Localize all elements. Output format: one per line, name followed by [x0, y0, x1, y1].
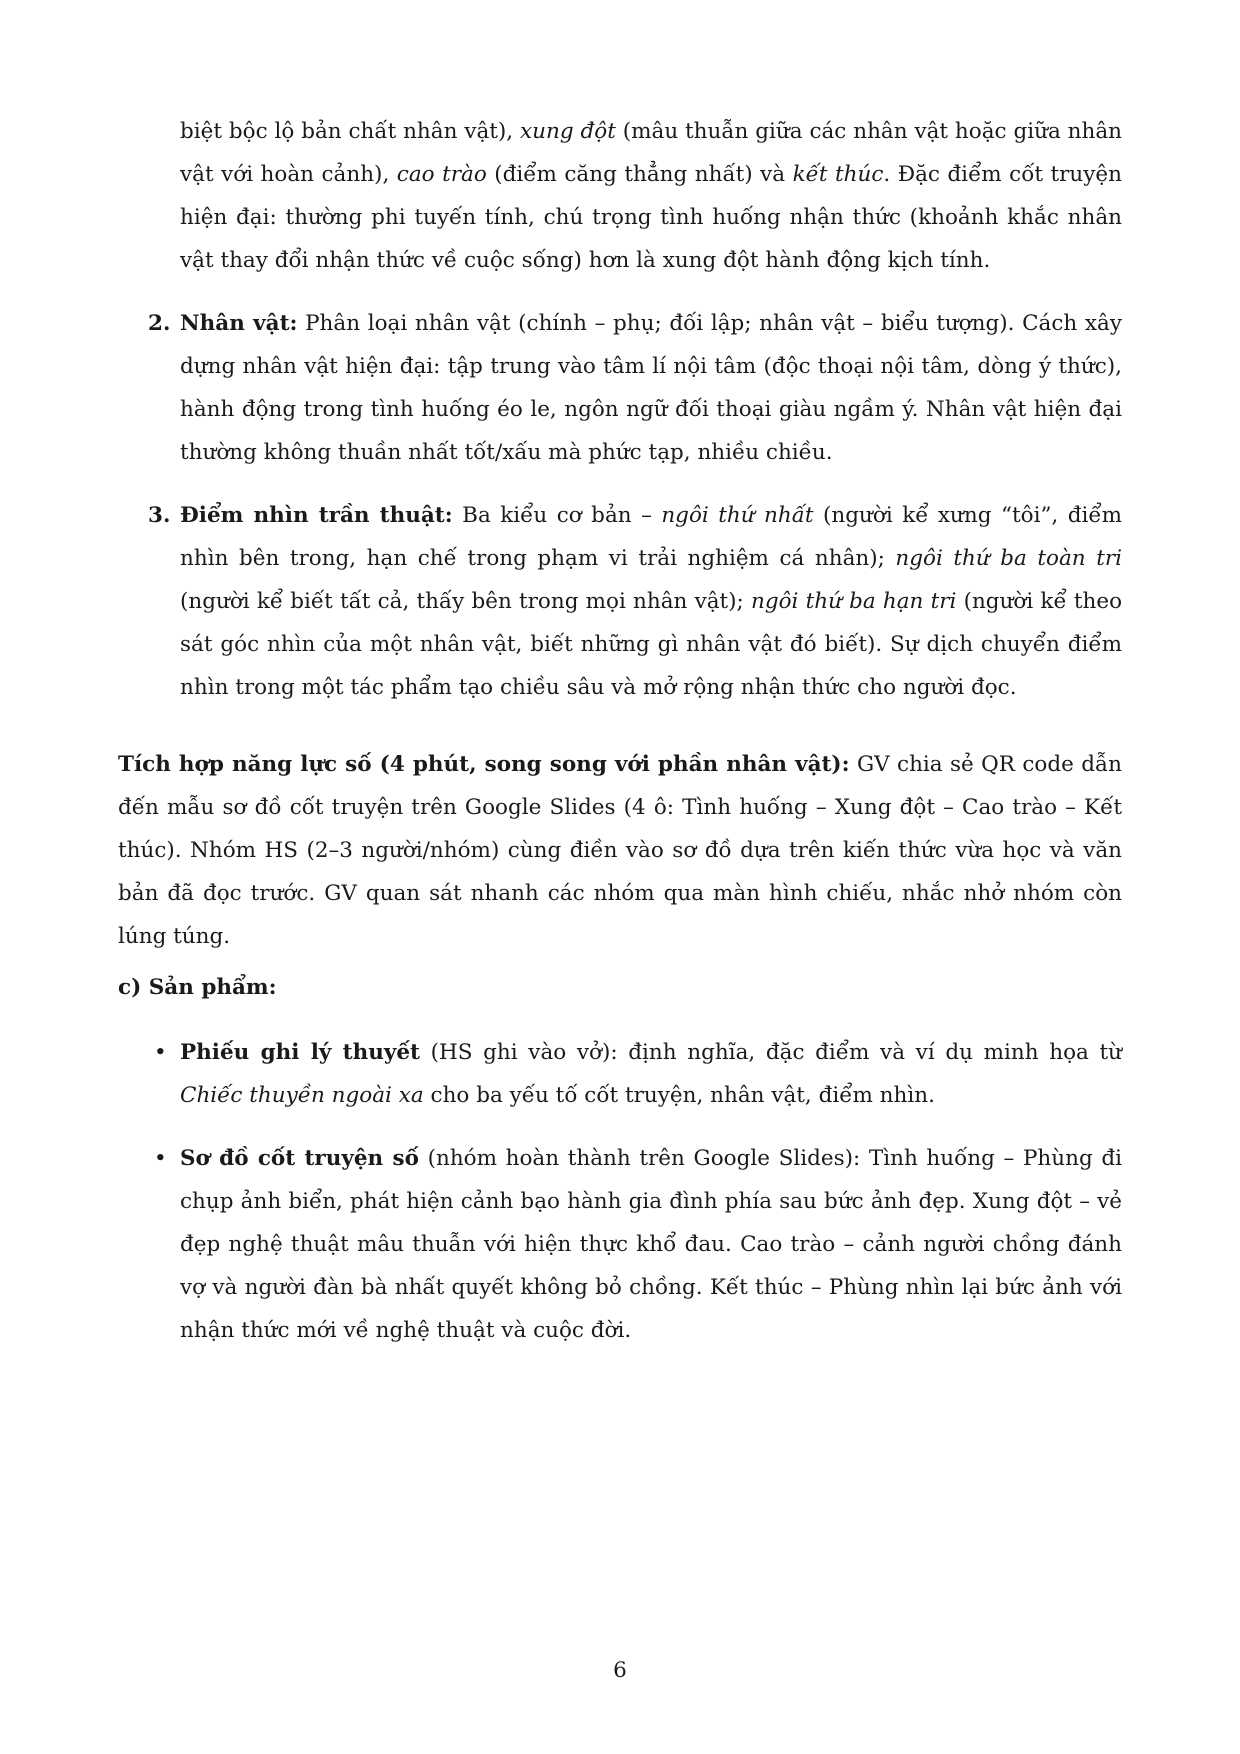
text-run: (HS ghi vào vở): định nghĩa, đặc điểm và ví dụ minh họa từ: [419, 1040, 1122, 1065]
list-marker: 3.: [148, 503, 171, 528]
document-page: [118, 110, 1122, 1352]
text-run: (điểm căng thẳng nhất) và: [486, 162, 793, 187]
paragraph-digital-integration: [118, 743, 1122, 958]
item-label: Sơ đồ cốt truyện số: [180, 1146, 419, 1171]
bullet-icon: •: [154, 1146, 167, 1171]
text-run: Ba kiểu cơ bản –: [452, 503, 662, 528]
page-number: 6: [613, 1658, 627, 1683]
item-label: Nhân vật:: [180, 311, 298, 336]
italic-term: xung đột: [520, 119, 616, 144]
list-item-point-of-view: [118, 494, 1122, 709]
italic-term: ngôi thứ ba hạn tri: [751, 589, 957, 614]
item-label: Phiếu ghi lý thuyết: [180, 1040, 420, 1065]
text-run: (nhóm hoàn thành trên Google Slides): Tình huống – Phùng đi chụp ảnh biển, phát hiện cảnh bạo hành gia đình phía sau bức ảnh đẹp. Xung đột – vẻ đẹp nghệ thuật mâu thuẫn với hiện thực khổ đau. Cao trào – cảnh người chồng đánh vợ và người đàn bà nhất quyết không bỏ chồng. Kết thúc – Phùng nhìn lại bức ảnh với nhận thức mới về nghệ thuật và cuộc đời.: [180, 1146, 1122, 1343]
text-run: . Đặc điểm cốt truyện hiện đại: thường phi tuyến tính, chú trọng tình huống nhận thức (khoảnh khắc nhân vật thay đổi nhận thức về cuộc sống) hơn là xung đột hành động kịch tính.: [180, 162, 1122, 273]
italic-title: Chiếc thuyền ngoài xa: [180, 1083, 424, 1108]
bullet-icon: •: [154, 1040, 167, 1065]
text-run: Phân loại nhân vật (chính – phụ; đối lập; nhân vật – biểu tượng). Cách xây dựng nhân vật hiện đại: tập trung vào tâm lí nội tâm (độc thoại nội tâm, dòng ý thức), hành động trong tình huống éo le, ngôn ngữ đối thoại giàu ngầm ý. Nhân vật hiện đại thường không thuần nhất tốt/xấu mà phức tạp, nhiều chiều.: [180, 311, 1122, 465]
italic-term: kết thúc: [792, 162, 884, 187]
paragraph-character: [180, 302, 1122, 474]
text-run: GV chia sẻ QR code dẫn đến mẫu sơ đồ cốt truyện trên Google Slides (4 ô: Tình huống – Xung đột – Cao trào – Kết thúc). Nhóm HS (2–3 người/nhóm) cùng điền vào sơ đồ dựa trên kiến thức vừa học và văn bản đã đọc trước. GV quan sát nhanh các nhóm qua màn hình chiếu, nhắc nhở nhóm còn lúng túng.: [118, 752, 1123, 949]
section-label: Tích hợp năng lực số (4 phút, song song với phần nhân vật):: [118, 752, 850, 777]
list-item-character: [118, 302, 1122, 474]
text-run: (người kể biết tất cả, thấy bên trong mọi nhân vật);: [180, 589, 751, 614]
list-marker: 2.: [148, 311, 171, 336]
paragraph-plot-continued: [180, 110, 1122, 282]
text-run: cho ba yếu tố cốt truyện, nhân vật, điểm nhìn.: [423, 1083, 935, 1108]
italic-term: cao trào: [396, 162, 487, 187]
bullet-item-digital-plot-map: [118, 1137, 1122, 1352]
italic-term: ngôi thứ ba toàn tri: [895, 546, 1122, 571]
text-run: (mâu thuẫn giữa các nhân vật hoặc giữa nhân vật với hoàn cảnh),: [180, 119, 1123, 187]
text-run: (người kể theo sát góc nhìn của một nhân vật, biết những gì nhân vật đó biết). Sự dịch chuyển điểm nhìn trong một tác phẩm tạo chiều sâu và mở rộng nhận thức cho người đọc.: [180, 589, 1123, 700]
text-run: biệt bộc lộ bản chất nhân vật),: [180, 119, 521, 144]
paragraph-point-of-view: [180, 494, 1122, 709]
list-item-continuation: [118, 110, 1122, 282]
paragraph-theory-sheet: [180, 1031, 1122, 1117]
bullet-item-theory-sheet: [118, 1031, 1122, 1117]
item-label: Điểm nhìn trần thuật:: [180, 503, 453, 528]
text-run: (người kể xưng “tôi”, điểm nhìn bên trong, hạn chế trong phạm vi trải nghiệm cá nhân);: [180, 503, 1122, 571]
paragraph-digital-plot-map: [180, 1137, 1122, 1352]
italic-term: ngôi thứ nhất: [661, 503, 814, 528]
products-heading: c) Sản phẩm:: [118, 975, 277, 1000]
